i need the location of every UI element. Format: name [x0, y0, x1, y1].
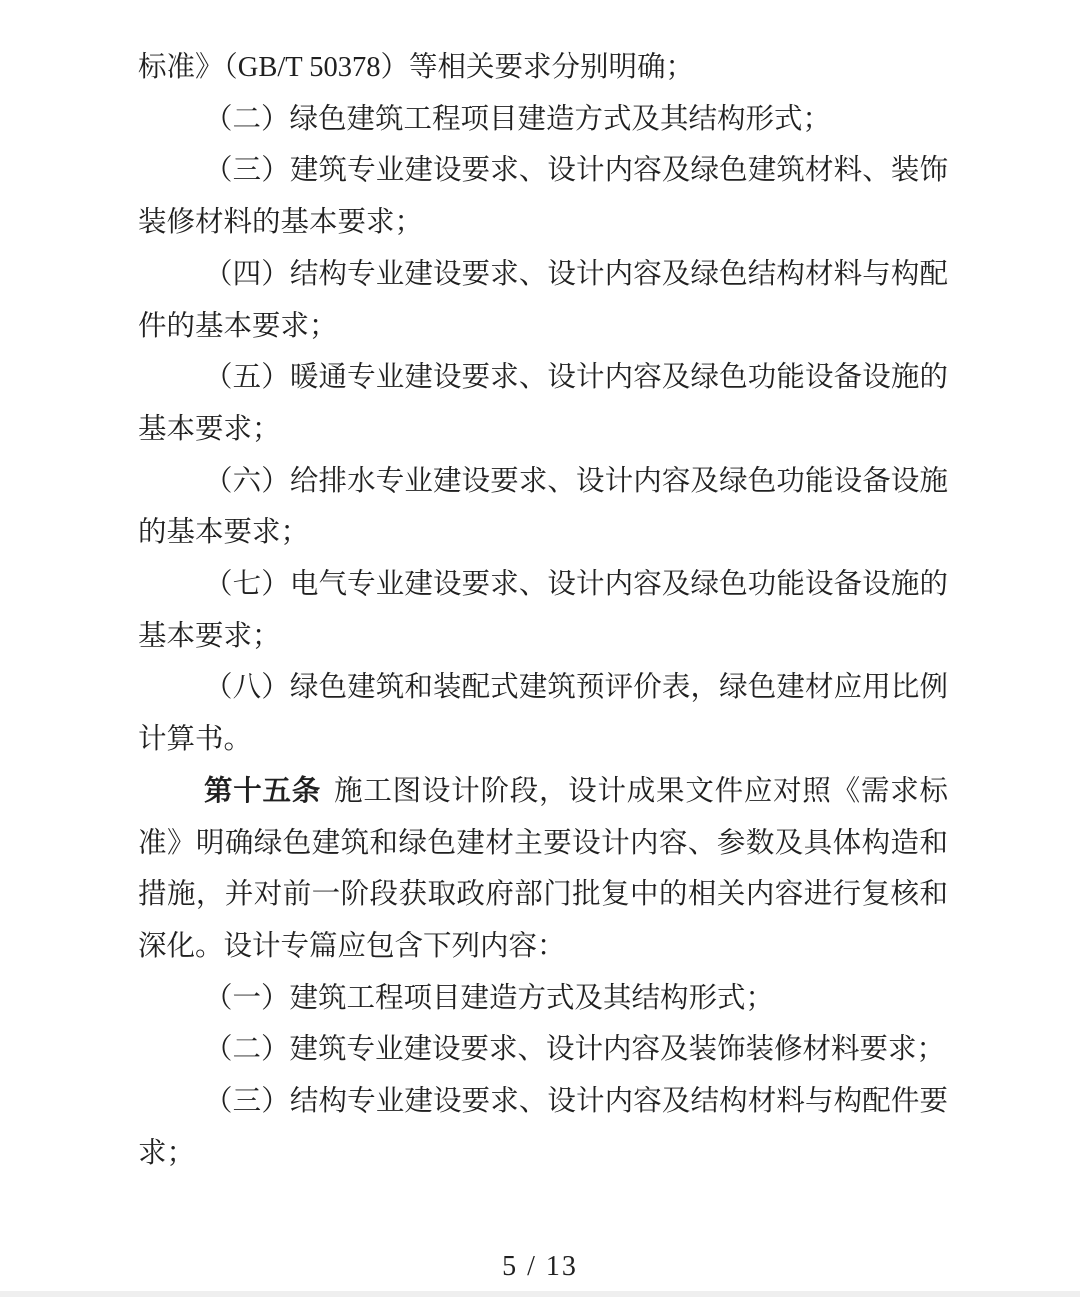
list-item-4 [138, 249, 948, 352]
paragraph-text: （五）暖通专业建设要求、设计内容及绿色功能设备设施的基本要求； [138, 362, 948, 445]
paragraph-continuation [138, 42, 948, 94]
paragraph-text: （八）绿色建筑和装配式建筑预评价表，绿色建材应用比例计算书。 [138, 672, 948, 756]
paragraph-text: 施工图设计阶段，设计成果文件应对照《需求标准》明确绿色建筑和绿色建材主要设计内容、参数及具体构造和措施，并对前一阶段获取政府部门批复中的相关内容进行复核和深化。设计专篇应包含下列内容： [138, 775, 948, 962]
list-item-1b [138, 973, 948, 1025]
list-item-5 [138, 352, 948, 455]
paragraph-text: （三）结构专业建设要求、设计内容及结构材料与构配件要求； [138, 1086, 948, 1169]
page-number: 5 / 13 [502, 1251, 578, 1282]
page-bottom-edge [0, 1291, 1080, 1297]
paragraph-text: （一）建筑工程项目建造方式及其结构形式； [204, 982, 775, 1014]
paragraph-text: （二）绿色建筑工程项目建造方式及其结构形式； [204, 103, 832, 135]
article-15-paragraph [138, 766, 948, 973]
paragraph-text: （四）结构专业建设要求、设计内容及绿色结构材料与构配件的基本要求； [138, 258, 948, 342]
list-item-2b [138, 1024, 948, 1076]
paragraph-text: （三）建筑专业建设要求、设计内容及绿色建筑材料、装饰装修材料的基本要求； [138, 155, 948, 239]
list-item-3 [138, 145, 948, 248]
list-item-6 [138, 456, 948, 559]
paragraph-text: （七）电气专业建设要求、设计内容及绿色功能设备设施的基本要求； [138, 569, 948, 652]
paragraph-text: （六）给排水专业建设要求、设计内容及绿色功能设备设施的基本要求； [138, 465, 948, 549]
list-item-7 [138, 559, 948, 662]
list-item-2 [138, 94, 948, 146]
list-item-8 [138, 662, 948, 765]
document-body [138, 42, 948, 1179]
article-15-label: 第十五条 [204, 775, 322, 807]
paragraph-text: 标准》（GB/T 50378）等相关要求分别明确； [138, 52, 695, 83]
list-item-3b [138, 1076, 948, 1179]
paragraph-text: （二）建筑专业建设要求、设计内容及装饰装修材料要求； [204, 1034, 946, 1066]
